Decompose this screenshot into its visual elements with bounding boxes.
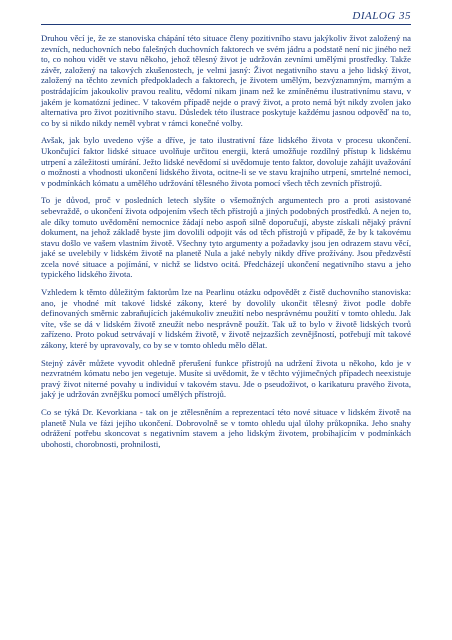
paragraph-5: Stejný závěr můžete vyvodit ohledně přerušení funkce přístrojů na udržení života u někoho, kdo je v nezvratném kómatu nebo jen vegetuje. Musíte si uvědomit, že v těchto výjimečných případech neexistuje pravý život niterné povahy u individuí v takovém stavu. Jde o pseudoživot, o karikaturu pravého života, jaký je udržován zvnějšku pomocí umělých přístrojů. [41, 357, 411, 400]
running-header-title: DIALOG 35 [352, 10, 411, 22]
paragraph-4: Vzhledem k těmto důležitým faktorům lze na Pearlinu otázku odpovědět z čistě duchovního stanoviska: ano, je vhodné mít takové lidské zákony, které by dovolily ukončit tělesný život podle dobře definovaných směrnic zabraňujících jakémukoliv zneužití nebo nesprávnému použití v tomto ohledu. Jak víte, vše se dá v lidském životě zneužít nebo nesprávně použít. Tak už to bylo v životě lidských tvorů zařízeno. Proto pokud setrvávají v lidském životě, v životě nejzazších zevnějšností, potřebují mít takové zákony, které by upravovaly, co by se v tomto ohledu mělo dělat. [41, 287, 411, 351]
page-header [41, 0, 411, 25]
paragraph-6: Co se týká Dr. Kevorkiana - tak on je ztělesněním a reprezentací této nové situace v lidském životě na planetě Nula ve fázi jejího ukončení. Dobrovolně se v tomto ohledu ujal úlohy průkopníka. Jeho snahy odrážení potřebu skoncovat s negativním stavem a jeho lidským životem, probíhajícím v podmínkách ubohosti, chorobnosti, prohnilosti, [41, 407, 411, 449]
paragraph-3: To je důvod, proč v posledních letech slyšíte o všemožných argumentech pro a proti asistované sebevraždě, o ukončení života odpojením všech těch přístrojů a jiných podobných prostředků. A nejen to, ale díky tomuto uvědomění nemocnice žádají nebo aspoň silně doporučují, abyste získali nějaký právní dokument, na jehož základě byste jim dovolili odpojit vás od těch přístrojů v případě, že by k takovému stavu došlo ve vašem vlastním životě. Všechny tyto argumenty a požadavky jsou jen odrazem stavu věcí, jaké se uvelebily v lidském životě na planetě Nula a jaké nebyly nikdy dříve prožívány. Jsou předzvěstí zcela nové situace a pojímání, v nichž se lidstvo ocitá. Předcházejí ukončení negativního stavu a jeho typického lidského života. [41, 195, 411, 280]
paragraph-1: Druhou věcí je, že ze stanoviska chápání této situace členy pozitivního stavu jakýkoliv život založený na zevních, neduchovních nebo falešných duchovních faktorech ve svém jádru a podstatě není nic jiného než to, co nohou vidět ve stavu někoho, jehož tělesný život je udržován zevními umělými prostředky. Takže závěr, založený na takových zkušenostech, je velmi jasný: Život negativního stavu a jeho lidský život, založený na těchto zevních předpokladech a faktorech, je životem umělým, bezvýznamným, marným a postrádajícím jakoukoliv pravou realitu, vědomí nikam jinam než ke zmíněnému ilustrativnímu stavu, v jakém je komatózní jedinec. V takovém případě nejde o pravý život, a proto nemá být nikdy zvolen jako alternativa pro život pozitivního stavu. Důsledek této ilustrace poskytuje každému jasnou odpověď na to, co by si nikdo nikdy neměl vybrat v rámci konečné volby. [41, 33, 411, 128]
body-text [41, 33, 411, 449]
paragraph-2: Avšak, jak bylo uvedeno výše a dříve, je tato ilustrativní fáze lidského života v procesu ukončení. Ukončující faktor lidské situace uvolňuje určitou energii, která umožňuje rozdílný přístup k lidskému utrpení a záležitosti umírání. Ježto lidské nevědomí si uvědomuje tento faktor, dovoluje zahájit uvažování o možnosti a vhodnosti ukončení lidského života, ocitne-li se ve stavu krajního utrpení, smrtelné nemoci, v podmínkách kómatu a umělého udržování tělesného života pomocí všech těch zevních přístrojů. [41, 135, 411, 188]
